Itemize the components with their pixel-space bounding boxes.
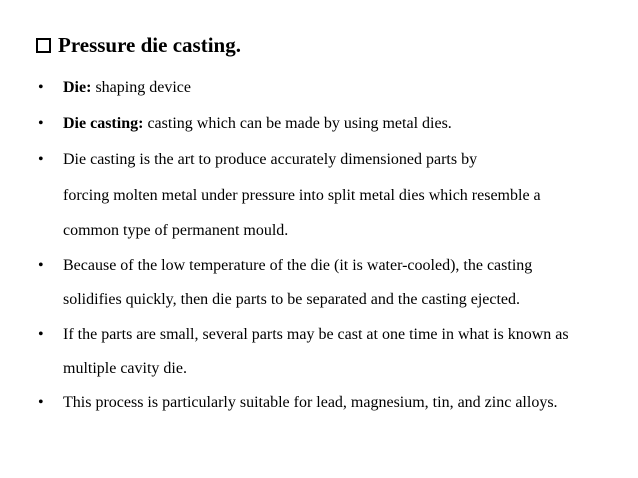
list-item-line: Die casting is the art to produce accurately dimensioned parts by bbox=[63, 151, 478, 168]
definition-text: casting which can be made by using metal dies. bbox=[143, 115, 452, 132]
list-item bbox=[63, 114, 452, 134]
list-item-line: Because of the low temperature of the die (it is water-cooled), the casting bbox=[63, 257, 533, 274]
list-item-line: If the parts are small, several parts may be cast at one time in what is known as bbox=[63, 326, 569, 343]
slide-title-text: Pressure die casting. bbox=[58, 33, 241, 57]
checkbox-square-icon bbox=[36, 38, 51, 53]
bullet-icon: • bbox=[38, 326, 44, 343]
list-item-line: solidifies quickly, then die parts to be separated and the casting ejected. bbox=[63, 291, 521, 308]
bullet-icon: • bbox=[38, 257, 44, 274]
list-item-line: This process is particularly suitable for lead, magnesium, tin, and zinc alloys. bbox=[63, 394, 558, 411]
bullet-icon: • bbox=[38, 151, 44, 168]
list-item-line: multiple cavity die. bbox=[63, 360, 187, 377]
list-item-line: common type of permanent mould. bbox=[63, 222, 289, 239]
list-item bbox=[63, 78, 191, 98]
bullet-icon: • bbox=[38, 394, 44, 411]
term-label: Die casting: bbox=[63, 115, 144, 132]
definition-text: shaping device bbox=[91, 79, 191, 96]
list-item-line: forcing molten metal under pressure into split metal dies which resemble a bbox=[63, 187, 541, 204]
slide-title bbox=[36, 33, 241, 57]
bullet-icon: • bbox=[38, 79, 44, 96]
term-label: Die: bbox=[63, 79, 92, 96]
bullet-icon: • bbox=[38, 115, 44, 132]
